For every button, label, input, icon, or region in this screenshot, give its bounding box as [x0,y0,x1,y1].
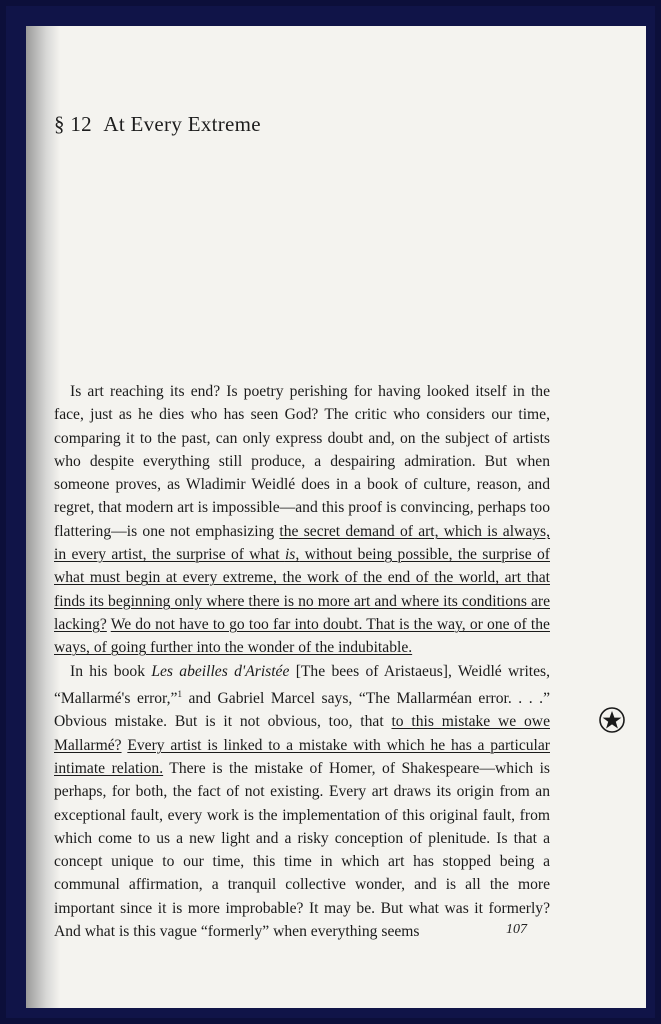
p2-text-4: There is the mistake of Homer, of Shakespeare—which is perhaps, for both, the fact of not existing. Every art draws its origin from an exceptional fault, every work is the implementation of this original fault, from which come to us a new light and a risky conception of plenitude. Is that a concept unique to our time, this time in which art has stopped being a communal affirmation, a tranquil collective wonder, and is all the more important since it is more improbable? It may be. But what was it formerly? And what is this vague “formerly” when everything seems [54,759,550,941]
p2-text-3: and Gabriel Marcel says, “The Mallarméan error. . . .” Obvious mistake. But is it not obvious, too, that [54,690,550,731]
p2-book-title: Les abeilles d'Aristée [151,662,290,680]
circled-star-icon [598,706,626,734]
p1-emphasis-is: is, [284,546,300,564]
section-mark: § 12 [54,112,92,136]
p2-underline-1: to this mistake we owe Mallarmé? [54,713,550,754]
p2-text-2: [The bees of Aristaeus], Weidlé writes, “Mallarmé's error,” [54,662,551,708]
paragraph-2 [54,660,550,944]
p1-text-1: Is art reaching its end? Is poetry perishing for having looked itself in the face, just as he dies who has seen God? The critic who considers our time, comparing it to the past, can only express doubt and, on the subject of artists who despite everything still produce, a despairing admiration. But when someone proves, as Wladimir Weidlé does in a book of culture, reason, and regret, that modern art is impossible—and this proof is convincing, perhaps too flattering—is one not emphasizing [54,383,550,540]
book-page [26,26,646,1008]
p2-underline-2: Every artist is linked to a mistake with which he has a particular intimate relation. [54,736,550,777]
p2-text-1: In his book [70,662,152,680]
page-number: 107 [506,922,527,937]
section-title: At Every Extreme [103,112,261,136]
footnote-marker[interactable]: 1 [177,688,182,699]
p1-underline-3: We do not have to go too far into doubt. That is the way, or one of the ways, of going further into the wonder of the indubitable. [54,615,550,657]
p1-underline-2: without being possible, the surprise of what must begin at every extreme, the work of the end of the world, art that finds its beginning only where there is no more art and where its conditions are lacking? [54,546,550,633]
section-heading [54,112,261,137]
body-text [54,380,550,943]
paragraph-1 [54,380,550,660]
p1-underline-1-text: the secret demand of art, which is always, in every artist, the surprise of what [54,522,551,564]
scan-frame [6,6,655,1018]
